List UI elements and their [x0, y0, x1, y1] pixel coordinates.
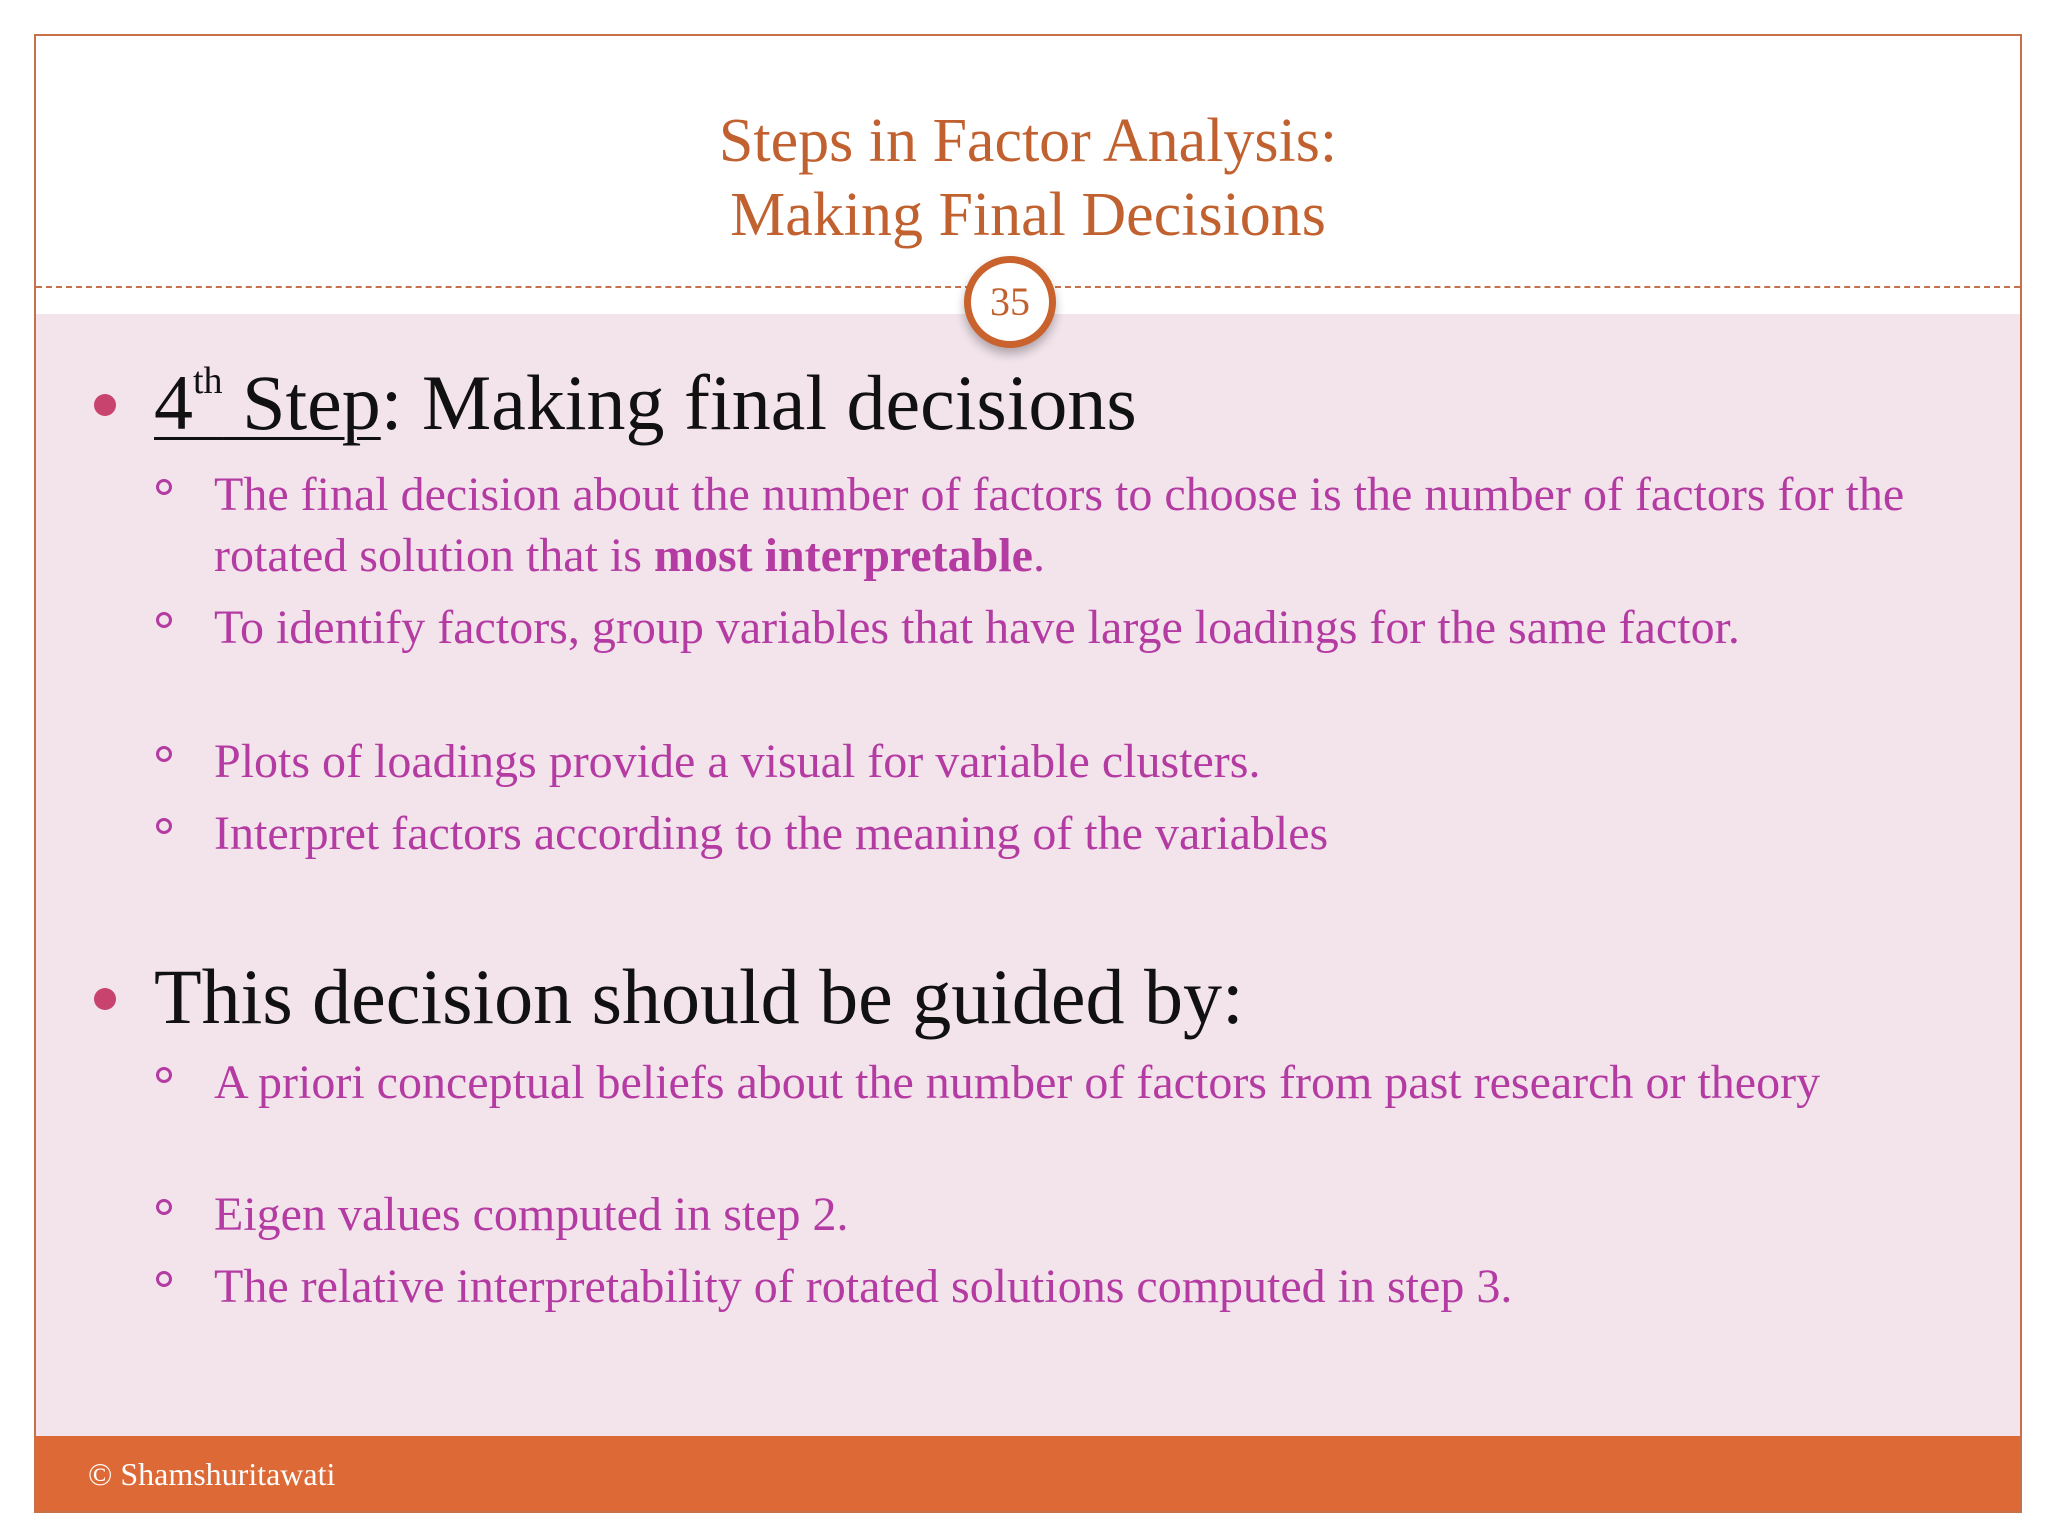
section1-item-3: Plots of loadings provide a visual for variable clusters. [214, 735, 1261, 788]
sub-bullet-ring-icon [156, 612, 172, 628]
step-number: 4 [154, 359, 193, 446]
section2-item-1: A priori conceptual beliefs about the number of factors from past research or theory [214, 1056, 1821, 1109]
section1-heading-text: : Making final decisions [380, 359, 1137, 446]
section1-item-4: Interpret factors according to the meaning of the variables [214, 807, 1329, 860]
footer-bar [36, 1436, 2020, 1511]
title-line-2: Making Final Decisions [730, 181, 1326, 249]
sub-bullet-ring-icon [156, 1199, 172, 1215]
sub-bullet-ring-icon [156, 818, 172, 834]
item-text: The final decision about the number of factors to choose is the number of factors for the rotated solution that is [214, 468, 1905, 582]
step-ordinal-suffix: th [193, 360, 223, 402]
step-label [154, 359, 381, 446]
slide [34, 34, 2022, 1513]
sub-bullet-ring-icon [156, 1271, 172, 1287]
sub-bullet-ring-icon [156, 746, 172, 762]
footer-copyright: © Shamshuritawati [88, 1456, 336, 1492]
item-text-end: . [1032, 529, 1045, 582]
step-word: Step [222, 359, 381, 446]
section2-heading: This decision should be guided by: [154, 953, 1244, 1040]
section1-heading [154, 358, 1137, 448]
page-number-badge: 35 [964, 256, 1056, 348]
bullet-dot-icon [94, 988, 116, 1010]
section2-item-3: The relative interpretability of rotated solutions computed in step 3. [214, 1260, 1513, 1313]
section1-item-2: To identify factors, group variables that have large loadings for the same factor. [214, 601, 1740, 654]
title-area [36, 36, 2020, 286]
sub-bullet-ring-icon [156, 1067, 172, 1083]
section1-item-1 [214, 464, 1994, 586]
slide-title [36, 104, 2020, 252]
title-line-1: Steps in Factor Analysis: [718, 107, 1338, 175]
sub-bullet-ring-icon [156, 479, 172, 495]
section2-item-2: Eigen values computed in step 2. [214, 1188, 849, 1241]
bullet-dot-icon [94, 394, 116, 416]
item-bold-text: most interpretable [653, 529, 1033, 582]
